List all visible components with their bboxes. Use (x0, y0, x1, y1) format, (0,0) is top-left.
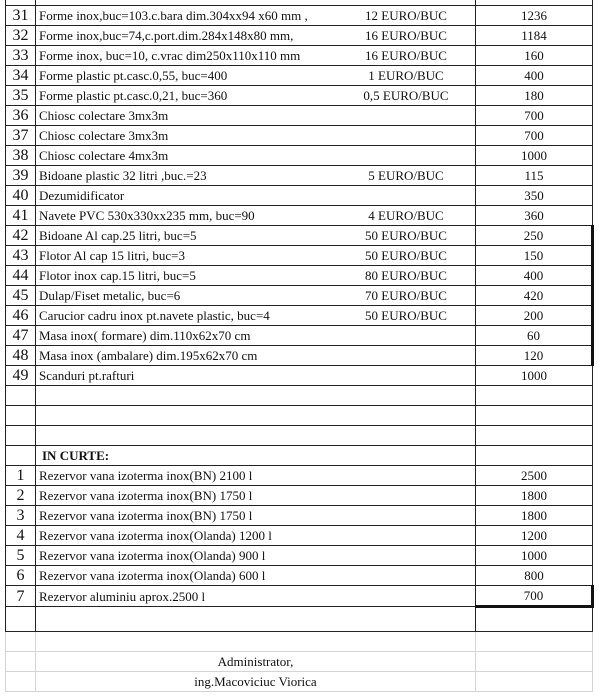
item-description-cell[interactable] (36, 306, 476, 326)
row-number[interactable]: 33 (6, 46, 36, 66)
row-number[interactable]: 43 (6, 246, 36, 266)
row-number[interactable]: 38 (6, 146, 36, 166)
item-value[interactable]: 700 (476, 586, 593, 607)
item-value[interactable]: 1000 (476, 546, 593, 566)
empty-cell[interactable] (36, 386, 476, 406)
row-number[interactable]: 49 (6, 366, 36, 386)
table-row (6, 146, 593, 166)
empty-cell[interactable] (6, 632, 36, 652)
table-row (6, 466, 593, 486)
unit-price: 80 EURO/BUC (365, 268, 447, 283)
empty-cell[interactable] (476, 446, 593, 466)
section-heading: IN CURTE: (36, 446, 476, 466)
item-description: Forme inox,buc=103.c.bara dim.304xx94 x60 mm , (39, 8, 308, 23)
unit-price: 16 EURO/BUC (365, 48, 447, 63)
empty-cell[interactable] (476, 406, 593, 426)
item-value[interactable]: 420 (476, 286, 593, 306)
row-number[interactable]: 1 (6, 466, 36, 486)
signature-name-row (6, 672, 593, 692)
row-number[interactable]: 32 (6, 26, 36, 46)
item-value[interactable]: 350 (476, 186, 593, 206)
signature-role-row (6, 652, 593, 672)
item-description-cell[interactable] (36, 346, 476, 366)
empty-cell[interactable] (6, 672, 36, 692)
row-number[interactable]: 46 (6, 306, 36, 326)
item-description[interactable]: Rezervor vana izoterma inox(Olanda) 900 l (36, 546, 476, 566)
item-description-cell[interactable] (36, 226, 476, 246)
empty-cell[interactable] (476, 632, 593, 652)
table-row (6, 506, 593, 526)
empty-cell[interactable] (6, 426, 36, 446)
item-value[interactable]: 1000 (476, 366, 593, 386)
item-value[interactable]: 1236 (476, 6, 593, 26)
row-number[interactable]: 48 (6, 346, 36, 366)
item-description-cell[interactable] (36, 186, 476, 206)
item-description: Dezumidificator (39, 188, 125, 203)
item-value[interactable]: 800 (476, 566, 593, 586)
unit-price: 70 EURO/BUC (365, 288, 447, 303)
table-row (6, 526, 593, 546)
table-row (6, 206, 593, 226)
empty-cell[interactable] (476, 652, 593, 672)
table-row (6, 246, 593, 266)
row-number[interactable]: 31 (6, 6, 36, 26)
item-description-cell[interactable] (36, 206, 476, 226)
item-value[interactable]: 1184 (476, 26, 593, 46)
table-row (6, 286, 593, 306)
table-row (6, 6, 593, 26)
item-value[interactable]: 400 (476, 66, 593, 86)
section-heading-row (6, 446, 593, 466)
empty-cell[interactable] (476, 426, 593, 446)
item-description-cell[interactable] (36, 6, 476, 26)
item-description: Flotor Al cap 15 litri, buc=3 (39, 248, 185, 263)
unit-price: 1 EURO/BUC (368, 68, 444, 83)
item-description: Forme inox,buc=74,c.port.dim.284x148x80 mm, (39, 28, 294, 43)
item-value[interactable]: 115 (476, 166, 593, 186)
item-value[interactable]: 700 (476, 106, 593, 126)
item-description[interactable]: Rezervor vana izoterma inox(BN) 2100 l (36, 466, 476, 486)
empty-cell[interactable] (6, 386, 36, 406)
item-description: Forme inox, buc=10, c.vrac dim250x110x110 mm (39, 48, 301, 63)
item-description: Carucior cadru inox pt.navete plastic, buc=4 (39, 308, 270, 323)
item-description-cell[interactable] (36, 146, 476, 166)
empty-cell[interactable] (36, 426, 476, 446)
item-description-cell[interactable] (36, 66, 476, 86)
item-value[interactable]: 1800 (476, 486, 593, 506)
item-description: Chiosc colectare 4mx3m (39, 148, 169, 163)
item-description[interactable]: Rezervor aluminiu aprox.2500 l (36, 586, 476, 607)
item-description: Bidoane Al cap.25 litri, buc=5 (39, 228, 197, 243)
item-description: Navete PVC 530x330xx235 mm, buc=90 (39, 208, 255, 223)
item-description-cell[interactable] (36, 246, 476, 266)
empty-row (6, 426, 593, 446)
item-description[interactable]: Rezervor vana izoterma inox(Olanda) 600 l (36, 566, 476, 586)
item-value[interactable]: 400 (476, 266, 593, 286)
item-description-cell[interactable] (36, 126, 476, 146)
item-description: Flotor inox cap.15 litri, buc=5 (39, 268, 196, 283)
table-row (6, 346, 593, 366)
row-number[interactable]: 4 (6, 526, 36, 546)
unit-price: 5 EURO/BUC (368, 168, 444, 183)
item-value[interactable]: 2500 (476, 466, 593, 486)
empty-cell[interactable] (6, 406, 36, 426)
row-number[interactable]: 47 (6, 326, 36, 346)
table-row (6, 66, 593, 86)
item-description: Chiosc colectare 3mx3m (39, 108, 169, 123)
signature-role: Administrator, (36, 652, 476, 672)
empty-cell[interactable] (6, 446, 36, 466)
inventory-table (5, 0, 594, 692)
row-number[interactable]: 36 (6, 106, 36, 126)
empty-cell[interactable] (36, 632, 476, 652)
item-value[interactable]: 250 (476, 226, 593, 246)
item-value[interactable]: 180 (476, 86, 593, 106)
empty-cell[interactable] (36, 406, 476, 426)
item-description[interactable]: Rezervor vana izoterma inox(BN) 1750 l (36, 486, 476, 506)
item-description: Forme plastic pt.casc.0,21, buc=360 (39, 88, 228, 103)
item-value[interactable]: 1200 (476, 526, 593, 546)
row-number[interactable]: 3 (6, 506, 36, 526)
item-description[interactable]: Rezervor vana izoterma inox(BN) 1750 l (36, 506, 476, 526)
table-row (6, 306, 593, 326)
empty-cell[interactable] (476, 386, 593, 406)
item-description-cell[interactable] (36, 266, 476, 286)
empty-row (6, 406, 593, 426)
unit-price: 12 EURO/BUC (365, 8, 447, 23)
row-number[interactable]: 44 (6, 266, 36, 286)
item-description: Bidoane plastic 32 litri ,buc.=23 (39, 168, 207, 183)
table-row (6, 166, 593, 186)
table-row (6, 46, 593, 66)
item-description: Scanduri pt.rafturi (39, 368, 135, 383)
empty-row (6, 607, 593, 632)
empty-cell[interactable] (476, 607, 593, 632)
table-row (6, 186, 593, 206)
item-description-cell[interactable] (36, 366, 476, 386)
row-number[interactable]: 35 (6, 86, 36, 106)
row-number[interactable]: 39 (6, 166, 36, 186)
item-description-cell[interactable] (36, 166, 476, 186)
unit-price: 4 EURO/BUC (368, 208, 444, 223)
row-number[interactable]: 37 (6, 126, 36, 146)
empty-cell[interactable] (6, 652, 36, 672)
item-value[interactable]: 360 (476, 206, 593, 226)
item-description-cell[interactable] (36, 86, 476, 106)
unit-price: 50 EURO/BUC (365, 228, 447, 243)
item-description-cell[interactable] (36, 26, 476, 46)
item-value[interactable]: 120 (476, 346, 593, 366)
table-row (6, 226, 593, 246)
unit-price: 0,5 EURO/BUC (363, 88, 449, 103)
item-value[interactable]: 60 (476, 326, 593, 346)
row-number[interactable]: 6 (6, 566, 36, 586)
row-number[interactable]: 5 (6, 546, 36, 566)
item-description-cell[interactable] (36, 46, 476, 66)
empty-cell[interactable] (6, 607, 36, 632)
row-number[interactable]: 34 (6, 66, 36, 86)
empty-row (6, 386, 593, 406)
item-value[interactable]: 150 (476, 246, 593, 266)
table-row (6, 106, 593, 126)
item-description-cell[interactable] (36, 106, 476, 126)
row-number[interactable]: 40 (6, 186, 36, 206)
item-value[interactable]: 200 (476, 306, 593, 326)
table-row (6, 326, 593, 346)
item-description: Masa inox (ambalare) dim.195x62x70 cm (39, 348, 258, 363)
empty-cell[interactable] (476, 672, 593, 692)
item-value[interactable]: 700 (476, 126, 593, 146)
unit-price: 50 EURO/BUC (365, 308, 447, 323)
item-description-cell[interactable] (36, 326, 476, 346)
table-row (6, 366, 593, 386)
empty-cell[interactable] (36, 607, 476, 632)
signature-name: ing.Macoviciuc Viorica (36, 672, 476, 692)
table-row (6, 566, 593, 586)
item-description-cell[interactable] (36, 286, 476, 306)
table-row (6, 26, 593, 46)
table-row (6, 266, 593, 286)
row-number[interactable]: 41 (6, 206, 36, 226)
row-number[interactable]: 42 (6, 226, 36, 246)
table-row (6, 126, 593, 146)
item-value[interactable]: 160 (476, 46, 593, 66)
row-number[interactable]: 45 (6, 286, 36, 306)
table-row (6, 546, 593, 566)
item-value[interactable]: 1000 (476, 146, 593, 166)
table-row (6, 486, 593, 506)
item-description[interactable]: Rezervor vana izoterma inox(Olanda) 1200 l (36, 526, 476, 546)
footer-empty-row (6, 632, 593, 652)
unit-price: 16 EURO/BUC (365, 28, 447, 43)
row-number[interactable]: 2 (6, 486, 36, 506)
unit-price: 50 EURO/BUC (365, 248, 447, 263)
inventory-sheet (5, 0, 592, 692)
table-row (6, 86, 593, 106)
item-value[interactable]: 1800 (476, 506, 593, 526)
item-description: Masa inox( formare) dim.110x62x70 cm (39, 328, 251, 343)
row-number[interactable]: 7 (6, 586, 36, 607)
item-description: Chiosc colectare 3mx3m (39, 128, 169, 143)
item-description: Forme plastic pt.casc.0,55, buc=400 (39, 68, 228, 83)
table-row (6, 586, 593, 607)
item-description: Dulap/Fiset metalic, buc=6 (39, 288, 181, 303)
